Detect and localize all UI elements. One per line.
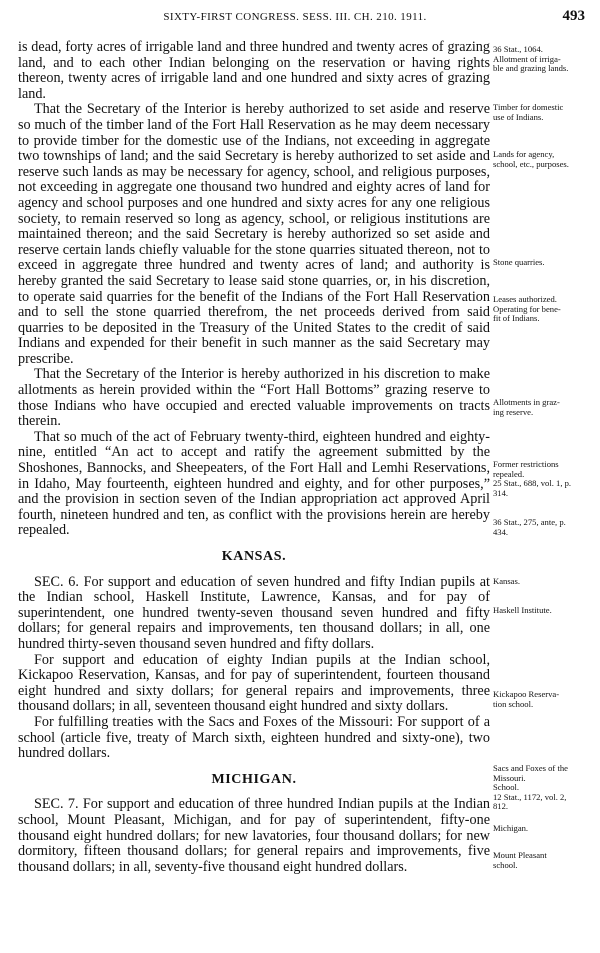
paragraph-haskell-institute: SEC. 6. For support and education of seven hundred and fifty Indian pupils at the Indian school, Haskell Institute, Lawrence, Kansas, and for pay of superintendent, one hundred twenty-seven thousand seven hundred and fifty dollars; for general repairs and improvements, ten thousand dollars; in all, one hundred thirty-seven thousand seven hundred and fifty dollars. xyxy=(18,573,490,652)
margin-note: 36 Stat., 275, ante, p. 434. xyxy=(493,517,566,537)
margin-note: Kansas. xyxy=(493,576,520,586)
page-number: 493 xyxy=(562,8,585,24)
margin-note: Haskell Institute. xyxy=(493,605,552,615)
paragraph-timber-and-quarries: That the Secretary of the Interior is hereby authorized to set aside and reserve so much of the timber land of the Fort Hall Reservation as he may deem necessary to provide timber for the domestic use of the Indians, not exceeding in aggregate two townships of land; and the said Secretary is hereby authorized to set aside and reserve such lands as may be necessary for agency, school, and religious purposes, not exceeding in aggregate one thousand two hundred and eighty acres of land for agency and school purposes and one hundred and sixty acres for any one religious society, to remain reserved so long as agency, school, or religious institutions are maintained thereon; and the said Secretary is hereby authorized so set aside and reserve certain lands chiefly valuable for the stone quarries situated thereon, not to exceed in aggregate three hundred and twenty acres of land; and authority is hereby granted the said Secretary to lease said stone quarries, or, in his discretion, to operate said quarries for the benefit of the Indians of the Fort Hall Reservation and to sell the stone quarried therefrom, the net proceeds derived from said quarries to be deposited in the Treasury of the United States to the credit of said Indians and expended for their benefit in such manner as the said Secretary may prescribe. xyxy=(18,101,490,367)
margin-note: Leases authorized. Operating for bene- fit of Indians. xyxy=(493,294,561,324)
margin-note: Kickapoo Reserva- tion school. xyxy=(493,689,560,709)
running-head: SIXTY-FIRST CONGRESS. SESS. III. CH. 210. 1911. xyxy=(163,11,427,23)
margin-notes xyxy=(493,0,595,953)
margin-note: Lands for agency, school, etc., purposes. xyxy=(493,149,569,169)
margin-note: Michigan. xyxy=(493,823,529,833)
paragraph-repeal: That so much of the act of February twenty-third, eighteen hundred and eighty-nine, entitled “An act to accept and ratify the agreement submitted by the Shoshones, Bannocks, and Sheepeaters, of the Fort Hall and Lemhi Reservations, in Idaho, May fourteenth, eighteen hundred and eighty, and for other purposes,” and the provision in section seven of the Indian appropriation act approved April fourth, nineteen hundred and ten, as conflict with the provisions herein are hereby repealed. xyxy=(18,428,490,539)
margin-note: Mount Pleasant school. xyxy=(493,850,547,870)
paragraph-grazing-allotments: That the Secretary of the Interior is hereby authorized in his discretion to make allotments as herein provided within the “Fort Hall Bottoms” grazing reserve to those Indians who have occupied and erected valuable improvements on tracts therein. xyxy=(18,366,490,430)
margin-note: Stone quarries. xyxy=(493,257,545,267)
margin-note: Former restrictions repealed. 25 Stat., 688, vol. 1, p. 314. xyxy=(493,459,572,498)
paragraph-sacs-and-foxes: For fulfilling treaties with the Sacs and Foxes of the Missouri: For support of a school (article five, treaty of March sixth, eighteen hundred and sixty-one), two hundred dollars. xyxy=(18,713,490,762)
margin-note: Sacs and Foxes of the Missouri. School. 12 Stat., 1172, vol. 2, 812. xyxy=(493,763,568,812)
margin-note: Timber for domestic use of Indians. xyxy=(493,102,564,122)
paragraph-mount-pleasant: SEC. 7. For support and education of three hundred Indian pupils at the Indian school, Mount Pleasant, Michigan, and for pay of superintendent, fifty-one thousand eight hundred dollars; for new lavatories, four thousand dollars; for new dormitory, fifteen thousand dollars; for general repairs and improvements, five thousand dollars; in all, seventy-five thousand eight hundred dollars. xyxy=(18,796,490,875)
section-heading-kansas: KANSAS. xyxy=(221,549,287,564)
paragraph-allotment-continued: is dead, forty acres of irrigable land and three hundred and twenty acres of grazing land, and to each other Indian belonging on the reservation or having rights thereon, twenty acres of irrigable land and one hundred and sixty acres of grazing land. xyxy=(18,39,490,102)
margin-note: Allotments in graz- ing reserve. xyxy=(493,397,560,417)
paragraph-kickapoo-school: For support and education of eighty Indian pupils at the Indian school, Kickapoo Reservation, Kansas, and for pay of superintendent, fourteen thousand eight hundred and sixty dollars; for general repairs and improvements, three thousand dollars; in all, seventeen thousand eight hundred and sixty dollars. xyxy=(18,651,490,715)
section-heading-michigan: MICHIGAN. xyxy=(211,771,297,787)
margin-note: 36 Stat., 1064. Allotment of irriga- ble and grazing lands. xyxy=(493,44,569,74)
body-text xyxy=(18,40,490,875)
